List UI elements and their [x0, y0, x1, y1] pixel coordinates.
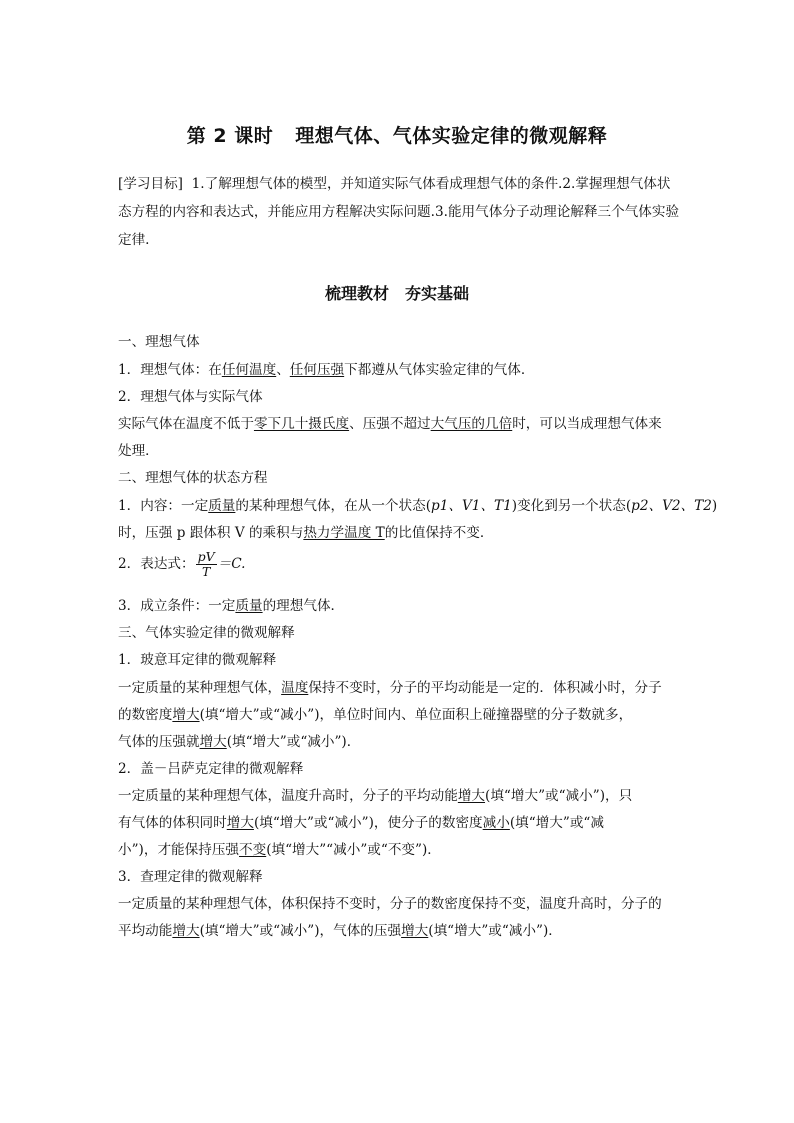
- answer-underline: 任何压强: [289, 362, 345, 378]
- part1-item1: 1．理想气体：在任何温度、任何压强下都遵从气体实验定律的气体．: [118, 362, 535, 378]
- answer-underline: 增大: [172, 707, 200, 723]
- answer-underline: 热力学温度 T: [303, 525, 385, 541]
- learning-objectives: [118, 170, 680, 254]
- section-title-a: 梳理教材: [324, 284, 389, 303]
- charles-line2: 平均动能增大(填“增大”或“减小”)，气体的压强增大(填“增大”或“减小”)．: [118, 923, 562, 939]
- page-title: [0, 121, 794, 148]
- boyle-heading: 1．玻意耳定律的微观解释: [118, 652, 277, 668]
- answer-underline: 大气压的几倍: [430, 416, 513, 432]
- boyle-line3: 气体的压强就增大(填“增大”或“减小”)．: [118, 734, 361, 750]
- answer-underline: 质量: [208, 498, 236, 514]
- part3-heading: 三、气体实验定律的微观解释: [118, 625, 295, 641]
- gaylussac-line2: 有气体的体积同时增大(填“增大”或“减小”)，使分子的数密度减小(填“增大”或“减: [118, 815, 604, 831]
- answer-underline: 不变: [239, 842, 267, 858]
- section-title-b: 夯实基础: [405, 284, 470, 303]
- answer-underline: 质量: [235, 598, 263, 614]
- gaylussac-line1: 一定质量的某种理想气体，温度升高时，分子的平均动能增大(填“增大”或“减小”)，只: [118, 788, 633, 804]
- charles-heading: 3．查理定律的微观解释: [118, 869, 263, 885]
- part2-heading: 二、理想气体的状态方程: [118, 470, 268, 486]
- answer-underline: 增大: [172, 923, 200, 939]
- part2-item1-line2: 时，压强 p 跟体积 V 的乘积与热力学温度 T的比值保持不变．: [118, 525, 494, 541]
- lesson-number: 第 2 课时: [186, 125, 274, 147]
- gaylussac-line3: 小”)，才能保持压强不变(填“增大”“减小”或“不变”)．: [118, 842, 441, 858]
- fraction: [196, 550, 217, 579]
- answer-underline: 增大: [199, 734, 227, 750]
- answer-underline: 增大: [457, 788, 486, 804]
- answer-underline: 温度: [281, 680, 309, 696]
- boyle-line2: 的数密度增大(填“增大”或“减小”)，单位时间内、单位面积上碰撞器壁的分子数就多，: [118, 707, 633, 723]
- part1-item2-line2: 处理．: [118, 443, 159, 459]
- objectives-label: [学习目标]: [118, 176, 183, 192]
- fraction-numerator: pV: [197, 549, 215, 564]
- part2-item2-formula: 2．表达式： $\frac{pV}{T}$ ＝C.: [118, 549, 246, 579]
- state1: p1、V1、T1: [431, 498, 512, 514]
- part2-item3: 3．成立条件：一定质量的理想气体．: [118, 598, 345, 614]
- part1-heading: 一、理想气体: [118, 334, 200, 350]
- section-title: [0, 281, 794, 304]
- objectives-text: 1.了解理想气体的模型，并知道实际气体看成理想气体的条件.2.掌握理想气体状态方程的内容和表达式，并能应用方程解决实际问题.3.能用气体分子动理论解释三个气体实验定律.: [118, 176, 680, 248]
- answer-underline: 增大: [401, 923, 429, 939]
- answer-underline: 零下几十摄氏度: [253, 416, 350, 432]
- answer-underline: 减小: [482, 815, 510, 831]
- part1-item2-heading: 2．理想气体与实际气体: [118, 389, 263, 405]
- charles-line1: 一定质量的某种理想气体，体积保持不变时，分子的数密度保持不变，温度升高时，分子的: [118, 896, 662, 912]
- fraction-denominator: T: [201, 564, 211, 579]
- gaylussac-heading: 2．盖－吕萨克定律的微观解释: [118, 761, 304, 777]
- part1-item2-line1: 实际气体在温度不低于零下几十摄氏度、压强不超过大气压的几倍时，可以当成理想气体来: [118, 416, 662, 432]
- lesson-topic: 理想气体、气体实验定律的微观解释: [295, 125, 608, 147]
- part2-item1-line1: 1．内容：一定质量的某种理想气体，在从一个状态(p1、V1、T1)变化到另一个状态(p2、V2、T2): [118, 498, 718, 514]
- answer-underline: 增大: [226, 815, 254, 831]
- state2: p2、V2、T2: [631, 498, 712, 514]
- boyle-line1: 一定质量的某种理想气体，温度保持不变时，分子的平均动能是一定的．体积减小时，分子: [118, 680, 662, 696]
- answer-underline: 任何温度: [221, 362, 277, 378]
